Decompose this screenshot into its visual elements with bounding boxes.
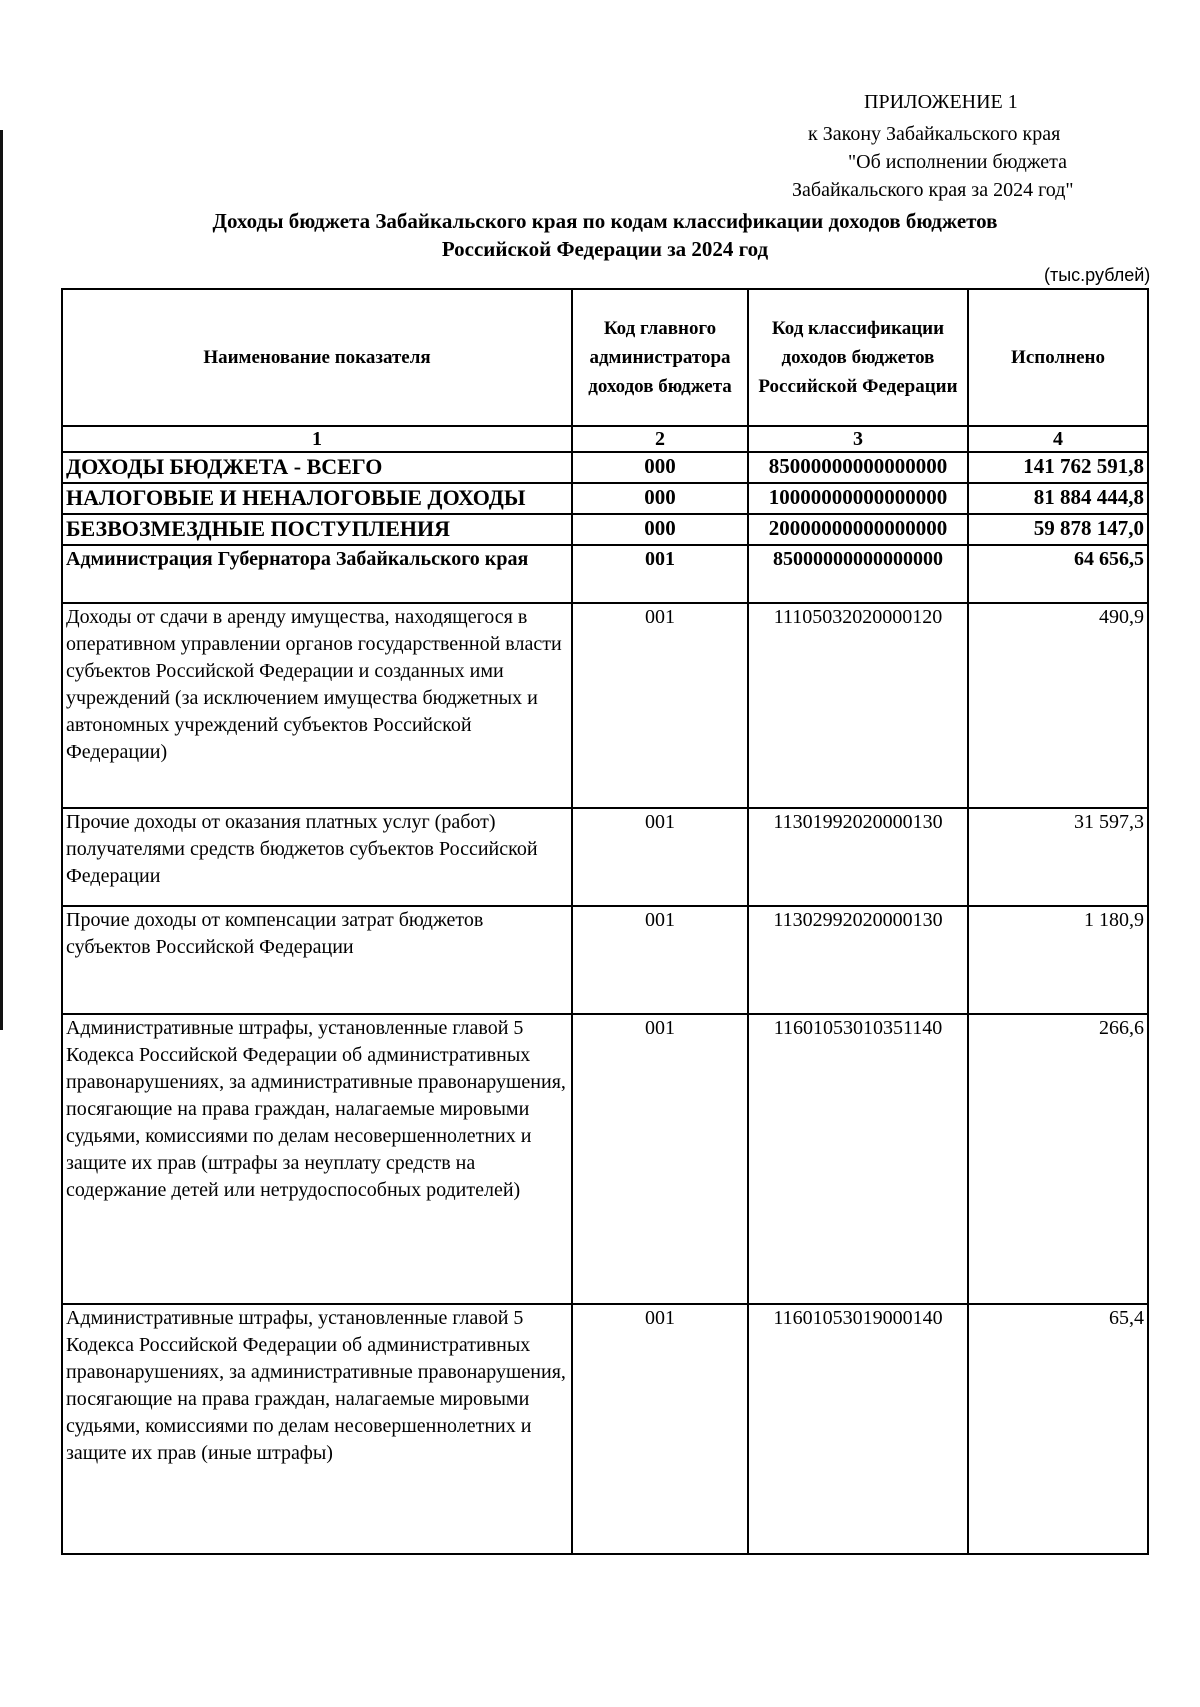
row-admin-code: 001 bbox=[572, 1014, 748, 1304]
row-name: Доходы от сдачи в аренду имущества, находящегося в оперативном управлении органов государственной власти субъектов Российской Федерации и созданных ими учреждений (за исключением имущества бюджетных и автономных учреждений субъектов Российской Федерации) bbox=[62, 603, 572, 808]
row-name: ДОХОДЫ БЮДЖЕТА - ВСЕГО bbox=[62, 452, 572, 483]
row-amount: 31 597,3 bbox=[968, 808, 1148, 906]
row-amount: 266,6 bbox=[968, 1014, 1148, 1304]
units-label: (тыс.рублей) bbox=[1044, 265, 1151, 285]
law-reference-line1: к Закону Забайкальского края bbox=[808, 123, 1061, 145]
row-classification-code: 85000000000000000 bbox=[748, 452, 968, 483]
table-row bbox=[62, 808, 1148, 906]
table-row bbox=[62, 603, 1148, 808]
row-name: Административные штрафы, установленные главой 5 Кодекса Российской Федерации об административных правонарушениях, за административные правонарушения, посягающие на права граждан, налагаемые мировыми судьями, комиссиями по делам несовершеннолетних и защите их прав (иные штрафы) bbox=[62, 1304, 572, 1554]
row-name: Административные штрафы, установленные главой 5 Кодекса Российской Федерации об административных правонарушениях, за административные правонарушения, посягающие на права граждан, налагаемые мировыми судьями, комиссиями по делам несовершеннолетних и защите их прав (штрафы за неуплату средств на содержание детей или нетрудоспособных родителей) bbox=[62, 1014, 572, 1304]
column-number: 4 bbox=[968, 426, 1148, 452]
table-row-total bbox=[62, 452, 1148, 483]
document-title-line1: Доходы бюджета Забайкальского края по кодам классификации доходов бюджетов bbox=[212, 209, 998, 233]
column-number-row bbox=[62, 426, 1148, 452]
row-classification-code: 10000000000000000 bbox=[748, 483, 968, 514]
row-classification-code: 11301992020000130 bbox=[748, 808, 968, 906]
row-classification-code: 85000000000000000 bbox=[748, 545, 968, 603]
table-row-section bbox=[62, 545, 1148, 603]
table-row-total bbox=[62, 483, 1148, 514]
row-name: БЕЗВОЗМЕЗДНЫЕ ПОСТУПЛЕНИЯ bbox=[62, 514, 572, 545]
row-amount: 59 878 147,0 bbox=[968, 514, 1148, 545]
row-admin-code: 001 bbox=[572, 545, 748, 603]
row-amount: 64 656,5 bbox=[968, 545, 1148, 603]
row-amount: 81 884 444,8 bbox=[968, 483, 1148, 514]
row-amount: 141 762 591,8 bbox=[968, 452, 1148, 483]
column-header-executed: Исполнено bbox=[968, 289, 1148, 426]
row-classification-code: 11601053010351140 bbox=[748, 1014, 968, 1304]
row-admin-code: 001 bbox=[572, 603, 748, 808]
row-name: НАЛОГОВЫЕ И НЕНАЛОГОВЫЕ ДОХОДЫ bbox=[62, 483, 572, 514]
scan-edge bbox=[0, 130, 3, 1030]
row-classification-code: 11601053019000140 bbox=[748, 1304, 968, 1554]
law-reference-line2: "Об исполнении бюджета bbox=[848, 151, 1068, 173]
table-row-total bbox=[62, 514, 1148, 545]
row-name: Прочие доходы от компенсации затрат бюджетов субъектов Российской Федерации bbox=[62, 906, 572, 1014]
document-title-line2: Российской Федерации за 2024 год bbox=[441, 237, 769, 261]
column-header-name: Наименование показателя bbox=[62, 289, 572, 426]
row-classification-code: 20000000000000000 bbox=[748, 514, 968, 545]
row-admin-code: 001 bbox=[572, 906, 748, 1014]
row-classification-code: 11302992020000130 bbox=[748, 906, 968, 1014]
column-number: 3 bbox=[748, 426, 968, 452]
column-header-classification-code: Код классификации доходов бюджетов Российской Федерации bbox=[748, 289, 968, 426]
row-name: Администрация Губернатора Забайкальского края bbox=[62, 545, 572, 603]
law-reference-line3: Забайкальского края за 2024 год" bbox=[792, 179, 1074, 201]
table-row bbox=[62, 906, 1148, 1014]
row-name: Прочие доходы от оказания платных услуг (работ) получателями средств бюджетов субъектов Российской Федерации bbox=[62, 808, 572, 906]
column-number: 2 bbox=[572, 426, 748, 452]
row-admin-code: 001 bbox=[572, 808, 748, 906]
column-number: 1 bbox=[62, 426, 572, 452]
appendix-label: ПРИЛОЖЕНИЕ 1 bbox=[864, 91, 1018, 113]
revenue-table bbox=[61, 288, 1149, 1555]
row-classification-code: 11105032020000120 bbox=[748, 603, 968, 808]
table-row bbox=[62, 1014, 1148, 1304]
column-header-admin-code: Код главного администратора доходов бюджета bbox=[572, 289, 748, 426]
row-admin-code: 000 bbox=[572, 514, 748, 545]
row-admin-code: 000 bbox=[572, 483, 748, 514]
row-admin-code: 001 bbox=[572, 1304, 748, 1554]
row-admin-code: 000 bbox=[572, 452, 748, 483]
table-header-row bbox=[62, 289, 1148, 426]
table-row bbox=[62, 1304, 1148, 1554]
row-amount: 1 180,9 bbox=[968, 906, 1148, 1014]
row-amount: 490,9 bbox=[968, 603, 1148, 808]
row-amount: 65,4 bbox=[968, 1304, 1148, 1554]
